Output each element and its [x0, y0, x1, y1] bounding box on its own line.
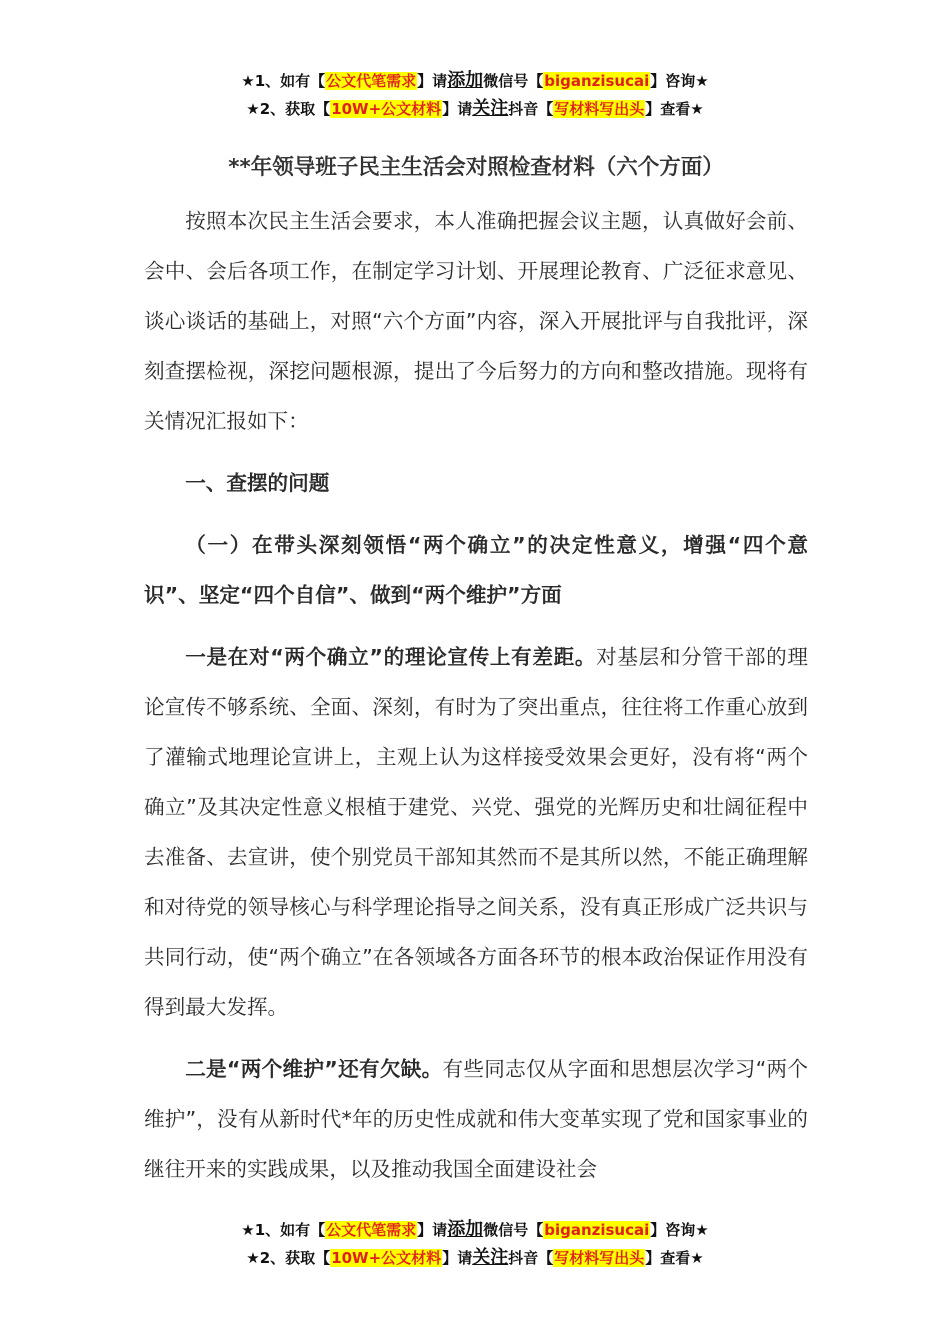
promo-banner-top	[0, 67, 950, 123]
highlight-materials: 10W+公文材料	[331, 1249, 442, 1267]
highlight-service: 公文代笔需求	[326, 72, 417, 90]
point-1-heading: 一是在对“两个确立”的理论宣传上有差距。	[185, 645, 597, 669]
document-body	[144, 140, 808, 1194]
promo-line-1: ★1、如有【公文代笔需求】请添加微信号【biganzisucai】咨询★	[241, 1219, 709, 1240]
highlight-service: 公文代笔需求	[326, 1221, 417, 1239]
point-2-heading: 二是“两个维护”还有欠缺。	[185, 1057, 443, 1081]
emphasis-add: 添加	[447, 70, 484, 91]
highlight-douyin: 写材料写出头	[554, 100, 645, 118]
promo-line-2: ★2、获取【10W+公文材料】请关注抖音【写材料写出头】查看★	[246, 1247, 704, 1268]
section-heading: 一、查摆的问题	[185, 471, 330, 495]
point-2-body: 有些同志仅从字面和思想层次学习“两个维护”，没有从新时代*年的历史性成就和伟大变革实现了党和国家事业的继往开来的实践成果，以及推动我国全面建设社会	[144, 1057, 808, 1181]
intro-paragraph: 按照本次民主生活会要求，本人准确把握会议主题，认真做好会前、会中、会后各项工作，在制定学习计划、开展理论教育、广泛征求意见、谈心谈话的基础上，对照“六个方面”内容，深入开展批评与自我批评，深刻查摆检视，深挖问题根源，提出了今后努力的方向和整改措施。现将有关情况汇报如下：	[144, 209, 808, 433]
promo-line-2: ★2、获取【10W+公文材料】请关注抖音【写材料写出头】查看★	[246, 98, 704, 119]
promo-banner-bottom	[0, 1216, 950, 1272]
highlight-wechat-id: biganzisucai	[544, 1221, 650, 1239]
point-1-paragraph	[144, 632, 808, 1032]
point-2-paragraph	[144, 1044, 808, 1194]
emphasis-follow: 关注	[472, 1247, 509, 1268]
highlight-wechat-id: biganzisucai	[544, 72, 650, 90]
highlight-douyin: 写材料写出头	[554, 1249, 645, 1267]
highlight-materials: 10W+公文材料	[331, 100, 442, 118]
emphasis-add: 添加	[447, 1219, 484, 1240]
emphasis-follow: 关注	[472, 98, 509, 119]
promo-line-1: ★1、如有【公文代笔需求】请添加微信号【biganzisucai】咨询★	[241, 70, 709, 91]
point-1-body: 对基层和分管干部的理论宣传不够系统、全面、深刻，有时为了突出重点，往往将工作重心放到了灌输式地理论宣讲上，主观上认为这样接受效果会更好，没有将“两个确立”及其决定性意义根植于建党、兴党、强党的光辉历史和壮阔征程中去准备、去宣讲，使个别党员干部知其然而不是其所以然，不能正确理解和对待党的领导核心与科学理论指导之间关系，没有真正形成广泛共识与共同行动，使“两个确立”在各领域各方面各环节的根本政治保证作用没有得到最大发挥。	[144, 645, 808, 1019]
document-title: **年领导班子民主生活会对照检查材料（六个方面）	[228, 155, 724, 180]
subsection-heading: （一）在带头深刻领悟“两个确立”的决定性意义，增强“四个意识”、坚定“四个自信”、做到“两个维护”方面	[144, 533, 808, 607]
